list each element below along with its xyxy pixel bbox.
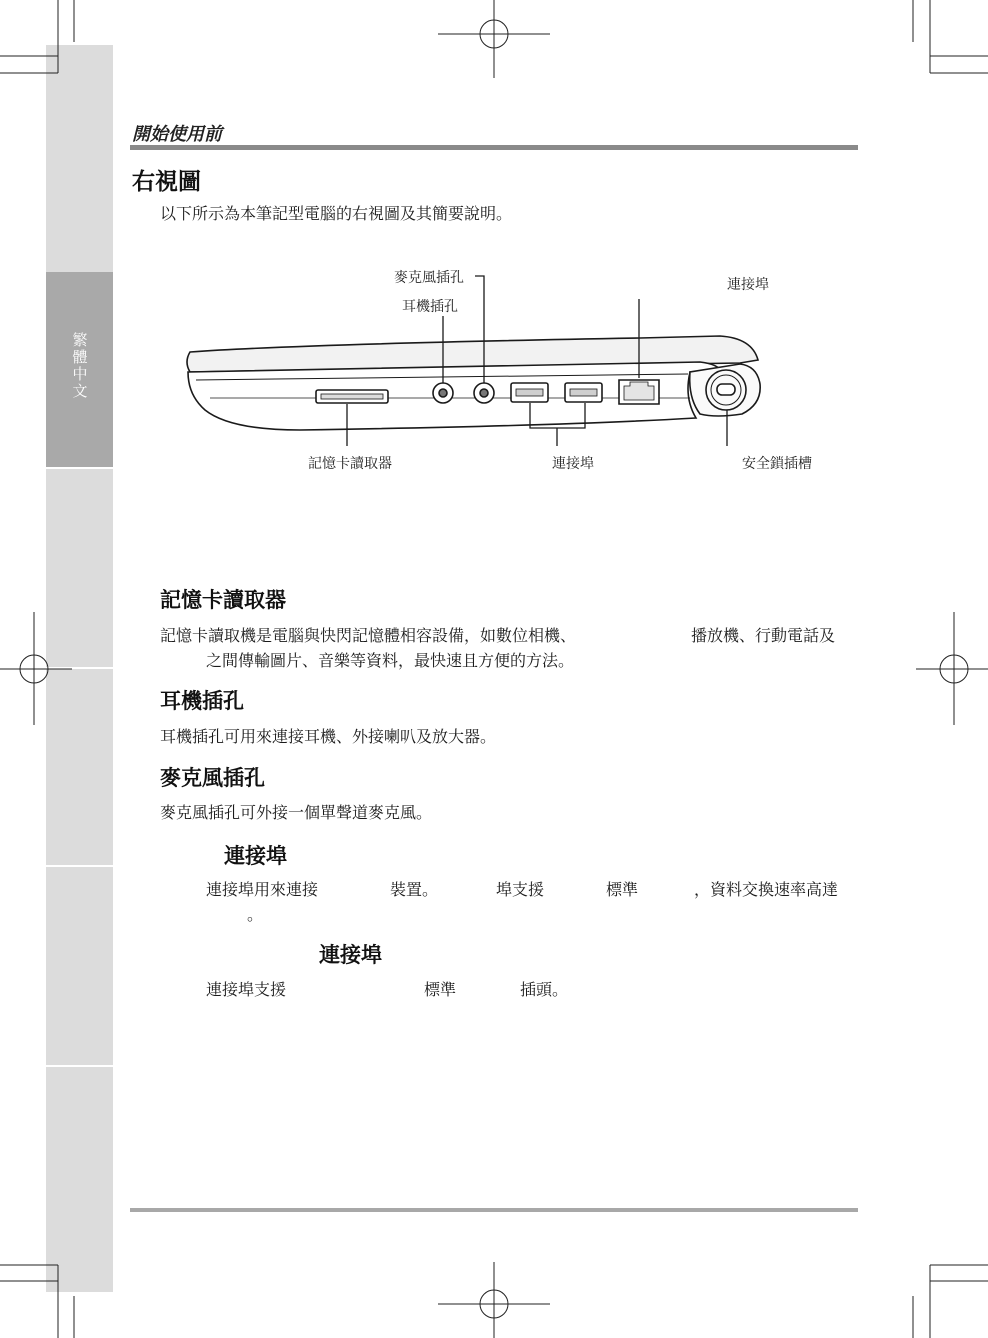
card-reader-text-1a: 記憶卡讀取機是電腦與快閃記憶體相容設備，如數位相機、	[160, 626, 577, 645]
section-heading-headphone: 耳機插孔	[160, 689, 244, 713]
intro-text: 以下所示為本筆記型電腦的右視圖及其簡要說明。	[160, 204, 513, 223]
usb-text-5: ，資料交換速率高達	[694, 880, 839, 899]
callout-microphone-jack: 麥克風插孔	[394, 270, 464, 286]
headphone-text: 耳機插孔可用來連接耳機、外接喇叭及放大器。	[160, 727, 497, 746]
callout-headphone-jack: 耳機插孔	[402, 299, 458, 315]
usb-text-6: 。	[247, 905, 264, 924]
page-title: 右視圖	[132, 169, 201, 195]
section-heading-card-reader: 記憶卡讀取器	[160, 588, 286, 612]
section-heading-lan: 連接埠	[319, 943, 382, 967]
usb-text-1: 連接埠用來連接	[206, 880, 319, 899]
callout-card-reader: 記憶卡讀取器	[308, 456, 392, 472]
usb-text-2: 裝置。	[390, 880, 439, 899]
card-reader-text-1b: 播放機、行動電話及	[691, 626, 836, 645]
callout-usb-ports: 連接埠	[552, 456, 594, 472]
usb-text-4: 標準	[606, 880, 639, 899]
security-lock-slot	[717, 384, 735, 395]
callout-security-lock: 安全鎖插槽	[742, 456, 812, 472]
lan-text-2: 標準	[424, 980, 457, 999]
callout-lan-port: 連接埠	[727, 277, 769, 293]
section-heading-usb: 連接埠	[224, 844, 287, 868]
card-reader-text-2: 之間傳輸圖片、音樂等資料，最快速且方便的方法。	[206, 651, 575, 670]
usb-text-3: 埠支援	[496, 880, 545, 899]
chapter-title: 開始使用前	[132, 124, 222, 145]
footer-rule	[130, 1208, 858, 1212]
sidebar-language-label: 繁體中文	[70, 332, 89, 400]
lan-text-1: 連接埠支援	[206, 980, 287, 999]
lan-text-3: 插頭。	[520, 980, 569, 999]
section-heading-microphone: 麥克風插孔	[160, 766, 265, 790]
microphone-text: 麥克風插孔可外接一個單聲道麥克風。	[160, 803, 433, 822]
